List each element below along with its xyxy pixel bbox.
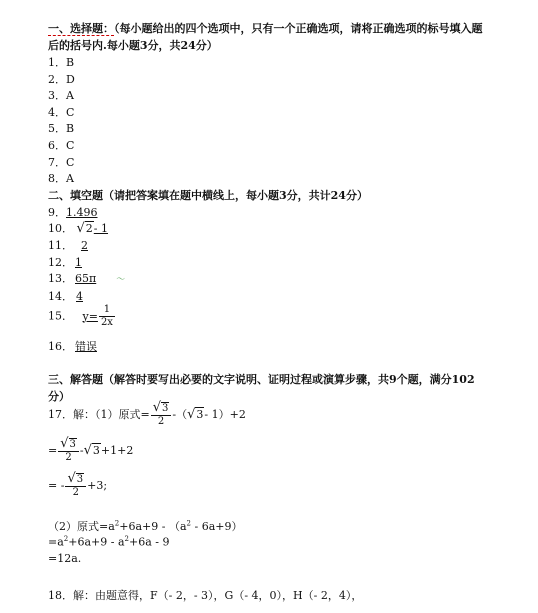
fill-q13 <box>48 270 125 286</box>
l2-frac-denominator: 2 <box>65 452 72 463</box>
q17-sqrt: √3 <box>187 407 204 422</box>
section3-heading-line2: 分） <box>48 390 70 403</box>
q10-answer: √2- 1 <box>76 221 109 236</box>
l2-sqrt-radicand: 3 <box>92 444 100 457</box>
q15-number: 15． <box>48 309 73 323</box>
sup-2: 2 <box>114 519 120 528</box>
l3-pre: = - <box>48 479 65 492</box>
q14-number: 14． <box>48 290 73 303</box>
q17b-line1 <box>48 518 242 534</box>
fill-q12 <box>48 254 84 270</box>
q15-fraction-numerator: 1 <box>99 304 115 317</box>
q14-answer: 4 <box>76 290 83 303</box>
q17-line2 <box>48 438 133 464</box>
l2-frac-radicand: 3 <box>69 439 76 450</box>
section1-heading-rest: （每小题给出的四个选项中，只有一个正确选项，请将正确选项的标号填入题 <box>114 22 483 35</box>
q17b-line2-b: +6a+9 - a <box>68 535 125 549</box>
q17b-line1-b: +6a+9 - （a <box>119 520 187 533</box>
fill-q15 <box>48 304 116 329</box>
section1-heading-title: 一、选择题： <box>48 22 114 35</box>
answer-2: 2．D <box>48 73 75 86</box>
q17b-line2-a: =a <box>48 535 64 549</box>
section3-heading-line1: 三、解答题（解答时要写出必要的文字说明、证明过程或演算步骤，共9个题，满分102 <box>48 373 475 386</box>
q12-number: 12． <box>48 256 73 269</box>
answer-7: 7．C <box>48 156 75 169</box>
section1-heading-line2: 后的括号内.每小题3分，共24分） <box>48 39 218 52</box>
l2-eq: = <box>48 444 58 457</box>
q16-answer: 错误 <box>75 340 97 353</box>
answer-8: 8．A <box>48 172 74 185</box>
q15-fraction-denominator: 2x <box>100 317 113 328</box>
fill-q14 <box>48 288 86 304</box>
l3-frac-radicand: 3 <box>76 474 84 485</box>
q9-answer: 1.496 <box>66 206 98 219</box>
l2-tail: +1+2 <box>100 444 134 457</box>
q10-radicand: 2 <box>85 222 93 235</box>
q17b-line2 <box>48 535 169 549</box>
answer-6: 6．C <box>48 139 75 152</box>
l3-frac-denominator: 2 <box>72 487 79 498</box>
fill-q9 <box>48 204 98 220</box>
q17b-line3: =12a. <box>48 552 82 565</box>
q13-number: 13． <box>48 272 73 285</box>
sup-2: 2 <box>124 535 129 543</box>
q17-mid: -（ <box>172 408 188 421</box>
q17-line3 <box>48 473 107 499</box>
q17b-line1-c: - 6a+9） <box>190 520 243 533</box>
sup-2: 2 <box>186 519 191 528</box>
q17-sqrt-radicand: 3 <box>196 408 204 421</box>
l2-mid: - <box>79 444 84 457</box>
q17b-line1-a: （2）原式=a <box>48 520 115 533</box>
fill-q10 <box>48 220 108 236</box>
q12-answer: 1 <box>75 256 82 269</box>
q17-frac1-denominator: 2 <box>157 416 165 427</box>
q15-fraction <box>99 304 115 329</box>
q11-number: 11． <box>48 239 73 252</box>
q18-line: 18．解：由题意得，F（- 2，- 3），G（- 4，0），H（- 2，4）， <box>48 589 363 602</box>
q17-prefix: 17．解：（1）原式= <box>48 408 150 421</box>
q10-number: 10． <box>48 222 73 235</box>
section1-heading-line1 <box>48 20 483 36</box>
l2-sqrt: √3 <box>83 443 100 458</box>
answer-5: 5．B <box>48 122 75 135</box>
q16-number: 16． <box>48 340 73 353</box>
q10-tail: - 1 <box>93 222 109 235</box>
answer-3: 3．A <box>48 89 74 102</box>
q9-number: 9． <box>48 206 66 219</box>
squiggle-mark: ～ <box>116 275 126 285</box>
sup-2: 2 <box>63 535 69 543</box>
q17-frac1-radicand: 3 <box>162 403 169 414</box>
section2-heading: 二、填空题（请把答案填在题中横线上，每小题3分，共计24分） <box>48 189 368 202</box>
q13-answer: 65π <box>75 272 97 285</box>
q17-frac1: $\frac{√3}{2}$ <box>151 402 172 428</box>
l3-tail: +3; <box>87 479 108 492</box>
fill-q11 <box>48 237 96 253</box>
q17b-line2-c: +6a - 9 <box>128 535 170 549</box>
q17-tail: - 1）+2 <box>204 408 246 421</box>
l2-frac: $\frac{√3}{2}$ <box>58 438 79 464</box>
answer-4: 4．C <box>48 106 75 119</box>
l3-frac: $\frac{√3}{2}$ <box>65 473 86 499</box>
q11-answer: 2 <box>81 239 88 252</box>
answer-1: 1．B <box>48 56 75 69</box>
fill-q16 <box>48 338 99 354</box>
q15-lhs: y= <box>82 309 98 323</box>
q17-line1 <box>48 402 246 428</box>
